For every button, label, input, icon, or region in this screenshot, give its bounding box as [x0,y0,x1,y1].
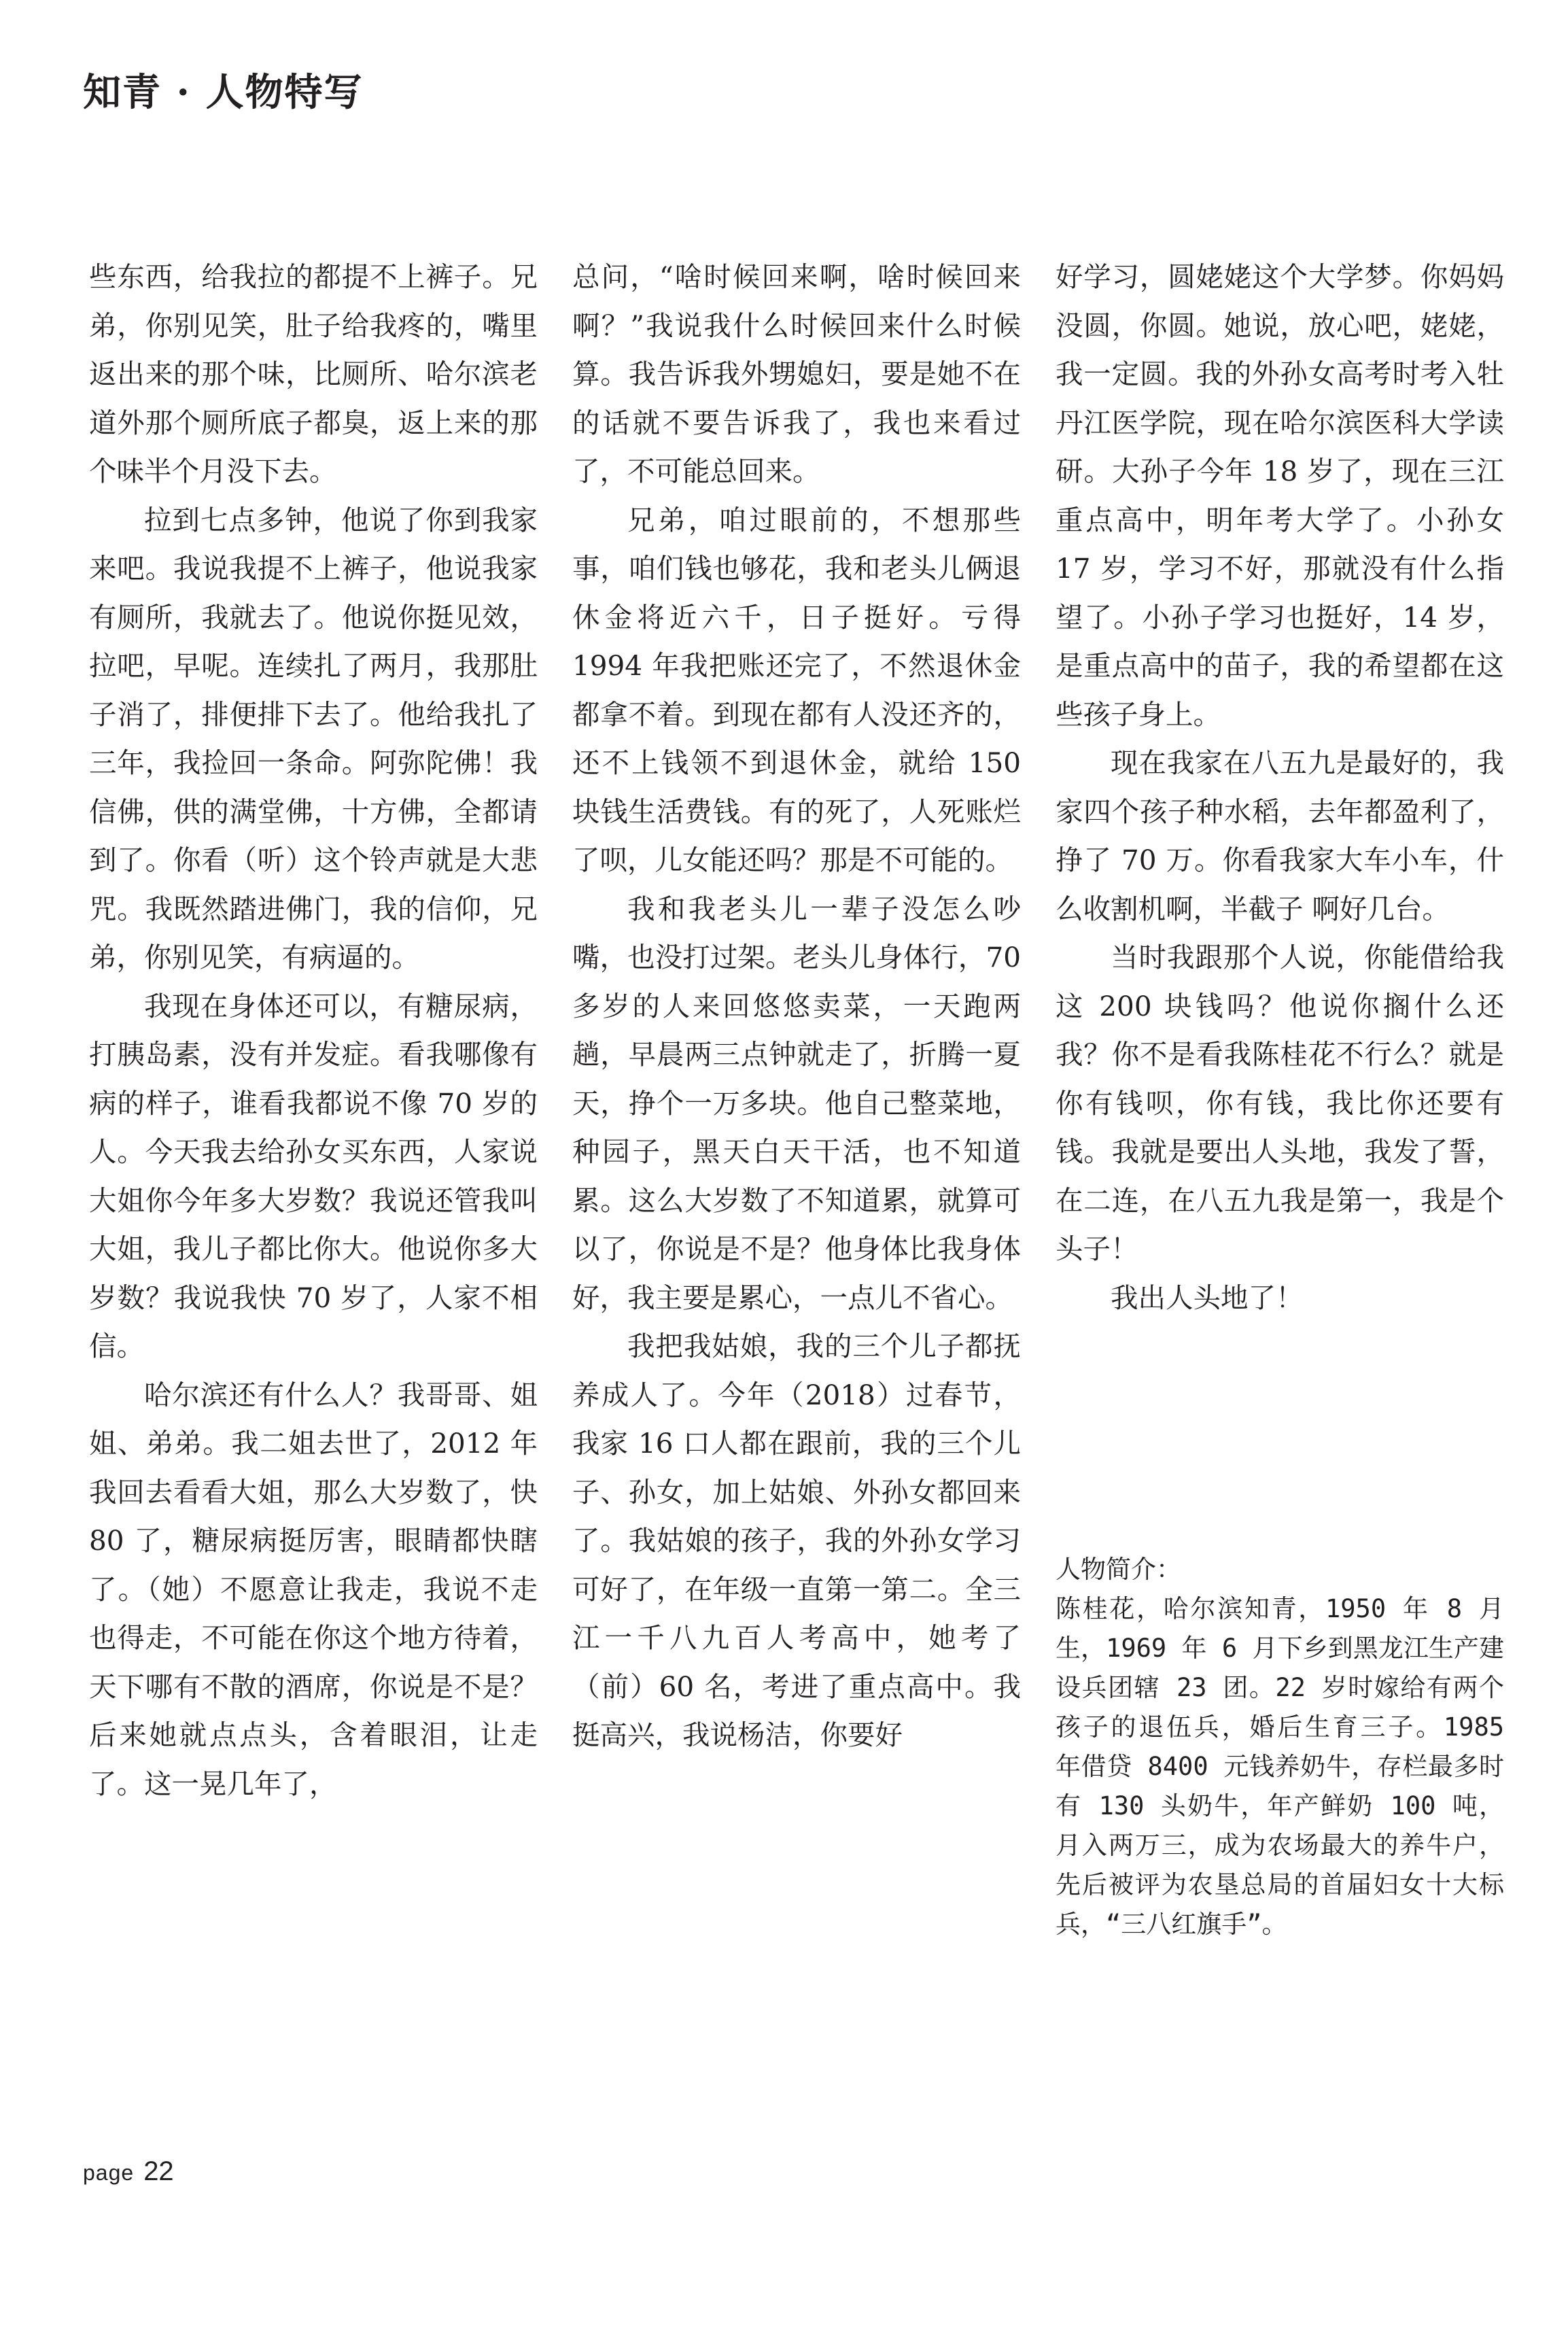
paragraph: 我现在身体还可以，有糖尿病，打胰岛素，没有并发症。看我哪像有病的样子，谁看我都说不像 70 岁的人。今天我去给孙女买东西，人家说大姐你今年多大岁数？我说还管我叫大姐，我儿子都比你大。他说你多大岁数？我说我快 70 岁了，人家不相信。 [89,989,538,1362]
profile-text: 陈桂花，哈尔滨知青，1950 年 8 月生，1969 年 6 月下乡到黑龙江生产建设兵团辖 23 团。22 岁时嫁给有两个孩子的退伍兵，婚后生育三子。1985 年借贷 8400 元钱养奶牛，存栏最多时有 130 头奶牛，年产鲜奶 100 吨，月入两万三，成为农场最大的养牛户，先后被评为农垦总局的首届妇女十大标兵，“三八红旗手”。 [1056,1594,1504,1939]
page-footer [83,2156,174,2187]
paragraph: 兄弟，咱过眼前的，不想那些事，咱们钱也够花，我和老头儿俩退休金将近六千，日子挺好。亏得 1994 年我把账还完了，不然退休金都拿不着。到现在都有人没还齐的，还不上钱领不到退休金，就给 150 块钱生活费钱。有的死了，人死账烂了呗，儿女能还吗？那是不可能的。 [572,503,1021,876]
paragraph: 我把我姑娘，我的三个儿子都抚养成人了。今年（2018）过春节，我家 16 口人都在跟前，我的三个儿子、孙女，加上姑娘、外孙女都回来了。我姑娘的孩子，我的外孙女学习可好了，在年级一直第一第二。全三江一千八九百人考高中，她考了（前）60 名，考进了重点高中。我挺高兴，我说杨洁，你要好 [572,1330,1021,1751]
article-column-3 [1056,253,1504,1322]
profile-box [1056,1550,1504,1944]
section-title: 知青 · 人物特写 [83,70,364,115]
paragraph: 些东西，给我拉的都提不上裤子。兄弟，你别见笑，肚子给我疼的，嘴里返出来的那个味，比厕所、哈尔滨老道外那个厕所底子都臭，返上来的那个味半个月没下去。 [89,260,538,487]
paragraph: 我出人头地了！ [1111,1281,1304,1314]
paragraph: 我和我老头儿一辈子没怎么吵嘴，也没打过架。老头儿身体行，70 多岁的人来回悠悠卖菜，一天跑两趟，早晨两三点钟就走了，折腾一夏天，挣个一万多块。他自己整菜地，种园子，黑天白天干活，也不知道累。这么大岁数了不知道累，就算可以了，你说是不是？他身体比我身体好，我主要是累心，一点儿不省心。 [572,892,1021,1314]
article-column-2 [572,253,1021,1760]
profile-heading: 人物简介： [1056,1555,1181,1584]
article-column-1 [89,253,538,1808]
paragraph: 当时我跟那个人说，你能借给我这 200 块钱吗？他说你搁什么还我？你不是看我陈桂花不行么？就是你有钱呗，你有钱，我比你还要有钱。我就是要出人头地，我发了誓，在二连，在八五九我是第一，我是个头子！ [1056,941,1504,1265]
paragraph: 现在我家在八五九是最好的，我家四个孩子种水稻，去年都盈利了，挣了 70 万。你看我家大车小车，什么收割机啊，半截子 啊好几台。 [1056,746,1504,925]
paragraph: 拉到七点多钟，他说了你到我家来吧。我说我提不上裤子，他说我家有厕所，我就去了。他说你挺见效，拉吧，早呢。连续扎了两月，我那肚子消了，排便排下去了。他给我扎了三年，我捡回一条命。阿弥陀佛！我信佛，供的满堂佛，十方佛，全都请到了。你看（听）这个铃声就是大悲咒。我既然踏进佛门，我的信仰，兄弟，你别见笑，有病逼的。 [89,503,538,973]
paragraph: 好学习，圆姥姥这个大学梦。你妈妈没圆，你圆。她说，放心吧，姥姥，我一定圆。我的外孙女高考时考入牡丹江医学院，现在哈尔滨医科大学读研。大孙子今年 18 岁了，现在三江重点高中，明年考大学了。小孙女 17 岁，学习不好，那就没有什么指望了。小孙子学习也挺好，14 岁，是重点高中的苗子，我的希望都在这些孩子身上。 [1056,260,1504,731]
paragraph: 总问，“啥时候回来啊，啥时候回来啊？”我说我什么时候回来什么时候算。我告诉我外甥媳妇，要是她不在的话就不要告诉我了，我也来看过了，不可能总回来。 [572,260,1021,487]
paragraph: 哈尔滨还有什么人？我哥哥、姐姐、弟弟。我二姐去世了，2012 年我回去看看大姐，那么大岁数了，快 80 了，糖尿病挺厉害，眼睛都快瞎了。（她）不愿意让我走，我说不走也得走，不可能在你这个地方待着，天下哪有不散的酒席，你说是不是？后来她就点点头，含着眼泪，让走了。这一晃几年了， [89,1378,538,1800]
page-label: page [83,2160,135,2185]
page-number: 22 [143,2156,174,2186]
